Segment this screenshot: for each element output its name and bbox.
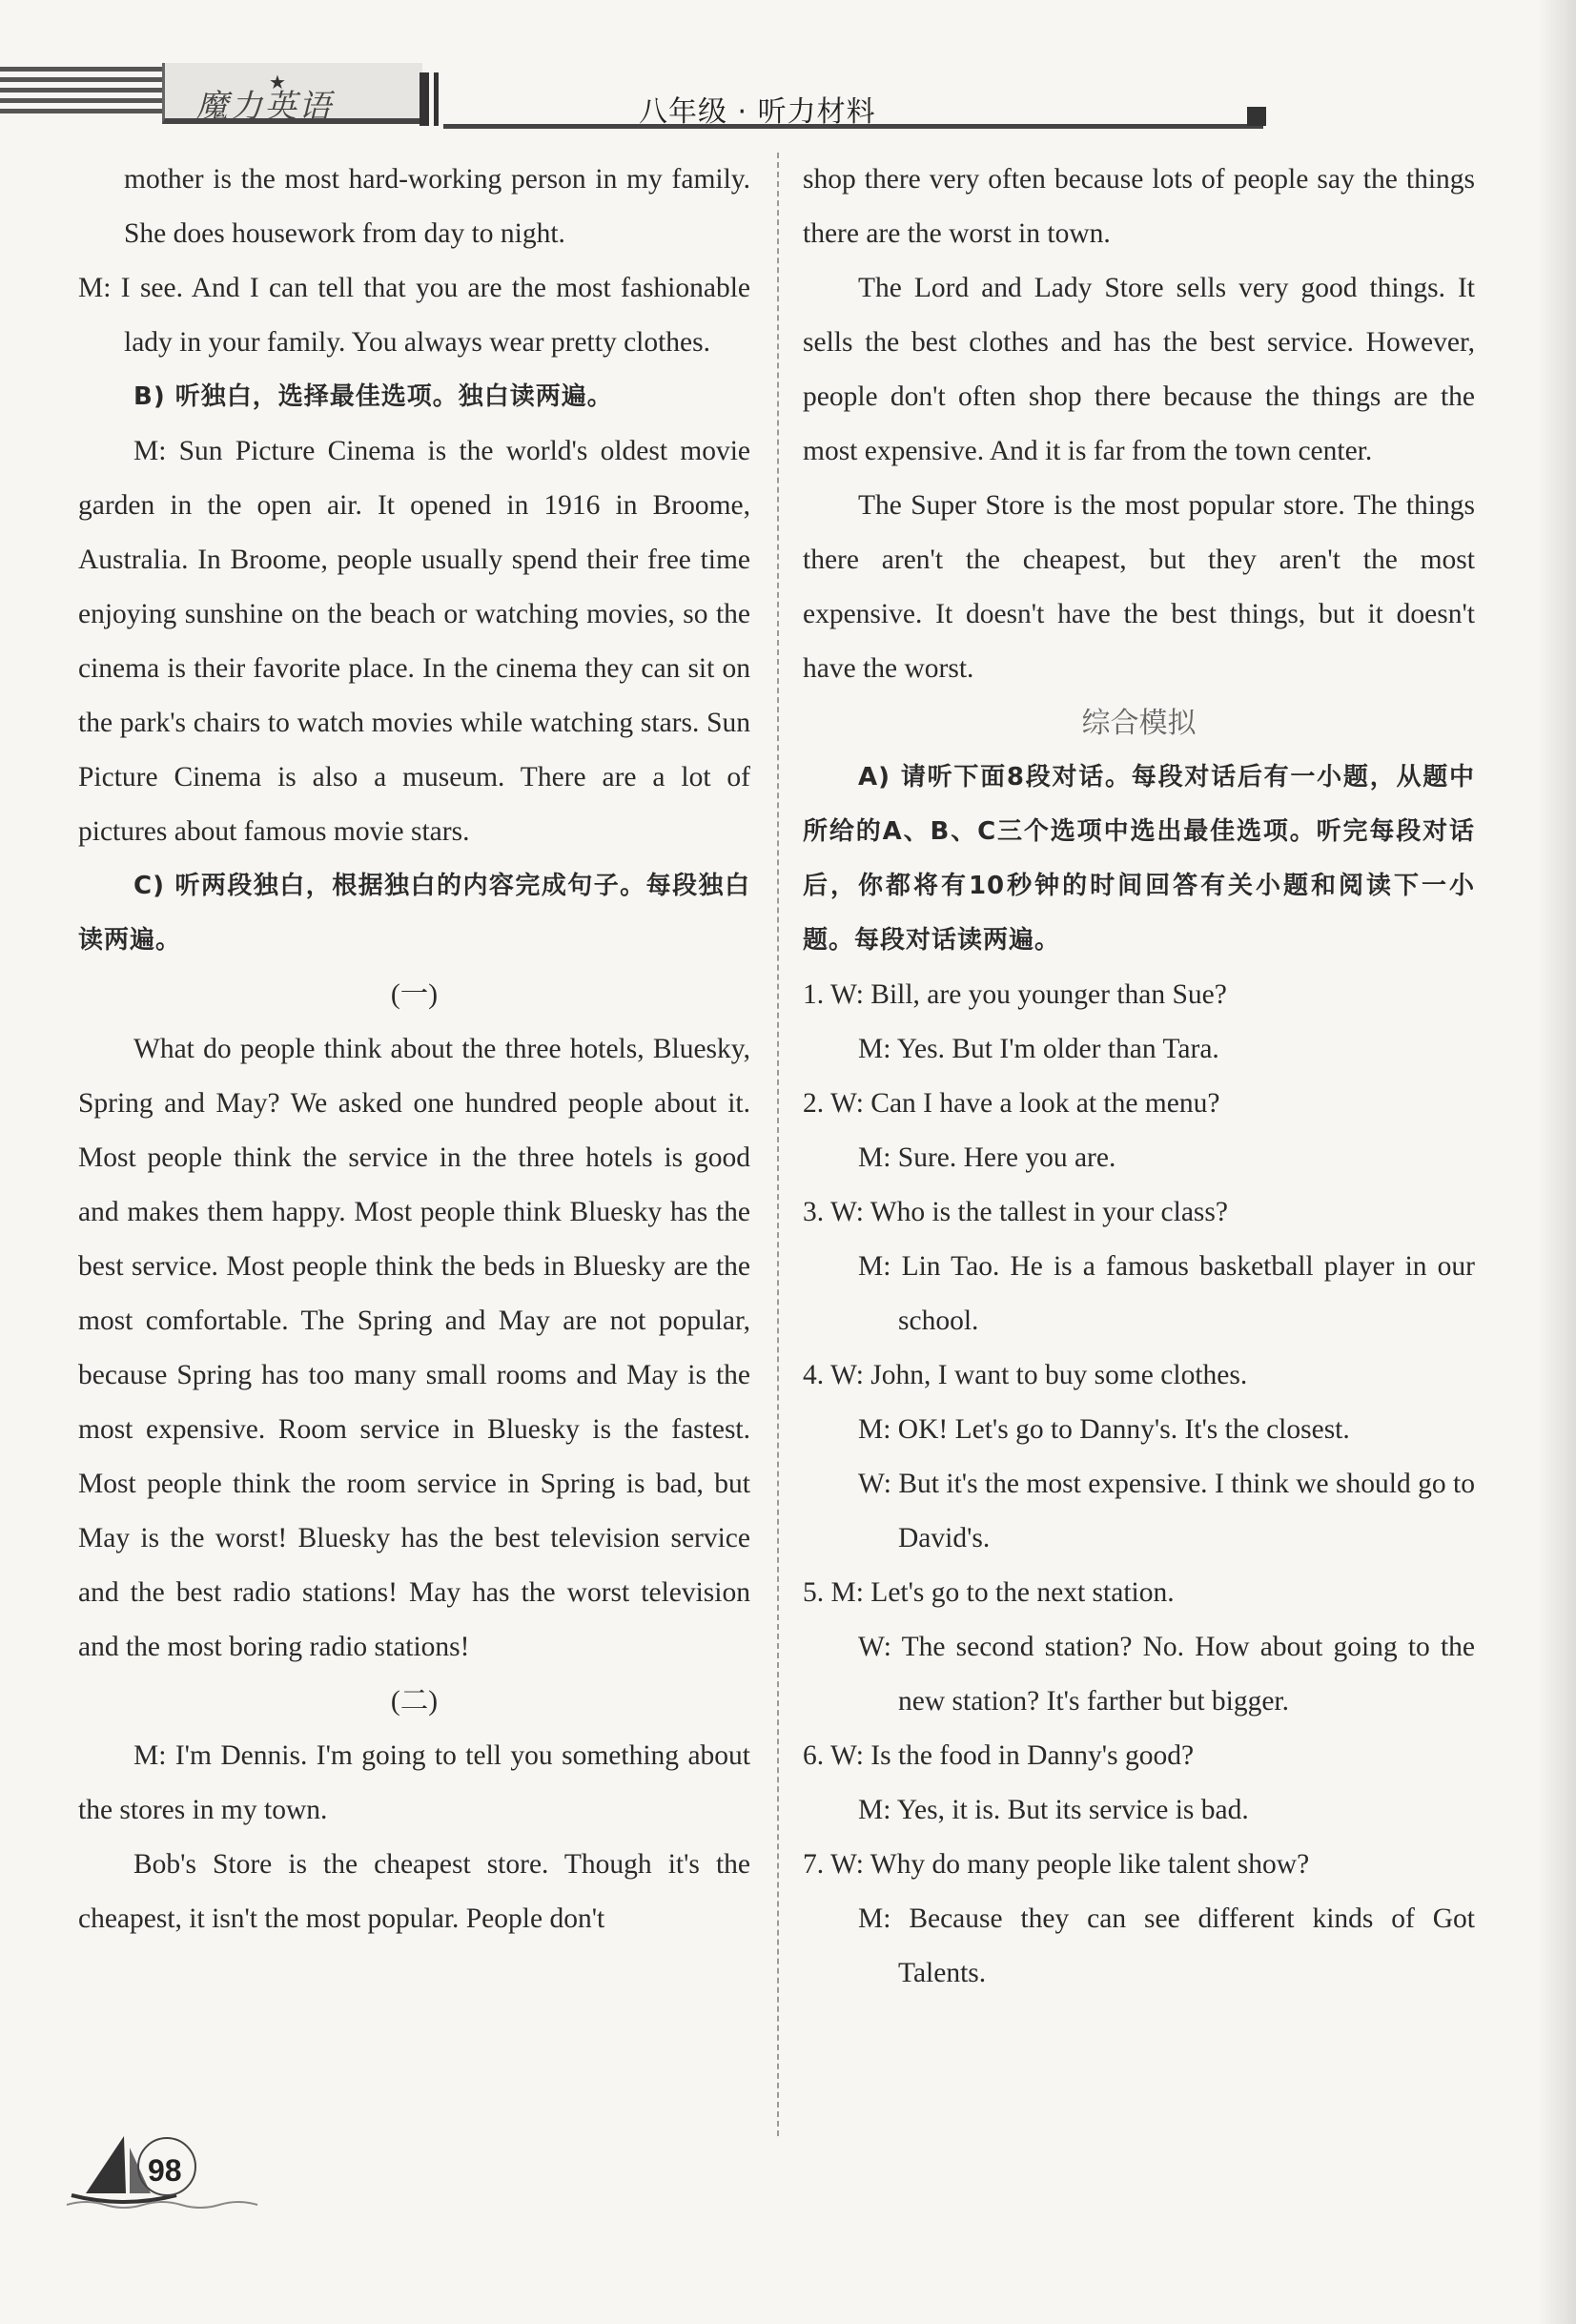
column-divider xyxy=(777,153,779,2136)
right-column xyxy=(803,153,1475,2001)
answer-line: W: The second station? No. How about going to the new station? It's farther but bigger. xyxy=(858,1632,1475,1717)
answer-line: M: Because they can see different kinds of Got Talents. xyxy=(858,1903,1475,1988)
star-icon: ★ xyxy=(269,72,286,93)
page-title: 八年级 · 听力材料 xyxy=(639,95,876,129)
paragraph: shop there very often because lots of people say the things there are the worst in town. xyxy=(803,164,1475,249)
answer-line: W: But it's the most expensive. I think we should go to David's. xyxy=(858,1469,1475,1553)
answer-line: M: Yes. But I'm older than Tara. xyxy=(858,1034,1219,1064)
paragraph: The Super Store is the most popular store. The things there aren't the cheapest, but they aren't the most expensive. It doesn't have the best things, but it doesn't have the worst. xyxy=(803,490,1475,684)
question-line: 2. W: Can I have a look at the menu? xyxy=(803,1088,1220,1119)
answer-line: M: Yes, it is. But its service is bad. xyxy=(858,1795,1249,1825)
left-column xyxy=(78,153,750,1946)
brand-logo: 魔力英语 xyxy=(195,88,333,126)
question-line: 1. W: Bill, are you younger than Sue? xyxy=(803,979,1227,1010)
page-header xyxy=(0,59,1268,135)
paragraph: M: I'm Dennis. I'm going to tell you something about the stores in my town. xyxy=(78,1740,750,1825)
page-footer xyxy=(57,2127,267,2212)
dialogue-line: M: I see. And I can tell that you are the most fashionable lady in your family. You always wear pretty clothes. xyxy=(78,273,750,358)
answer-line: M: Sure. Here you are. xyxy=(858,1142,1116,1173)
header-divider-bar-thin xyxy=(434,72,439,126)
paragraph: mother is the most hard-working person in my family. She does housework from day to night. xyxy=(124,164,750,249)
header-divider-bar xyxy=(420,72,429,126)
page-number: 98 xyxy=(148,2153,182,2188)
subsection-heading: (二) xyxy=(390,1686,439,1717)
header-stripes xyxy=(0,67,167,119)
page-edge-shadow xyxy=(1538,0,1576,2324)
paragraph: What do people think about the three hotels, Bluesky, Spring and May? We asked one hundred people about it. Most people think the service in the three hotels is good and makes them happy. Most people think Bluesky has the best service. Most people think the beds in Bluesky are the most comfortable. The Spring and May are not popular, because Spring has too many small rooms and May is the most expensive. Room service in Bluesky is the fastest. Most people think the room service in Spring is bad, but May is the worst! Bluesky has the best television service and the best radio stations! May has the worst television and the most boring radio stations! xyxy=(78,1034,750,1662)
question-line: 4. W: John, I want to buy some clothes. xyxy=(803,1360,1248,1390)
section-title: 综合模拟 xyxy=(1081,707,1197,740)
subsection-heading: (一) xyxy=(390,979,439,1010)
paragraph: M: Sun Picture Cinema is the world's oldest movie garden in the open air. It opened in 1916 in Broome, Australia. In Broome, people usually spend their free time enjoying sunshine on the beach or watching movies, so the cinema is their favorite place. In the cinema they can sit on the park's chairs to watch movies while watching stars. Sun Picture Cinema is also a museum. There are a lot of pictures about famous movie stars. xyxy=(78,436,750,847)
answer-line: M: Lin Tao. He is a famous basketball player in our school. xyxy=(858,1251,1475,1336)
section-instruction-c: C) 听两段独白，根据独白的内容完成句子。每段独白读两遍。 xyxy=(78,872,750,955)
section-instruction-a: A) 请听下面8段对话。每段对话后有一小题，从题中所给的A、B、C三个选项中选出最佳选项。听完每段对话后，你都将有10秒钟的时间回答有关小题和阅读下一小题。每段对话读两遍。 xyxy=(803,763,1475,955)
section-instruction-b: B) 听独白，选择最佳选项。独白读两遍。 xyxy=(133,382,613,411)
paragraph: The Lord and Lady Store sells very good things. It sells the best clothes and has the best service. However, people don't often shop there because the things are the most expensive. And it is far from the town center. xyxy=(803,273,1475,466)
question-line: 3. W: Who is the tallest in your class? xyxy=(803,1197,1228,1227)
paragraph: Bob's Store is the cheapest store. Though it's the cheapest, it isn't the most popular. People don't xyxy=(78,1849,750,1934)
question-line: 7. W: Why do many people like talent show? xyxy=(803,1849,1310,1880)
header-end-block xyxy=(1247,107,1266,126)
answer-line: M: OK! Let's go to Danny's. It's the closest. xyxy=(858,1414,1350,1445)
question-line: 6. W: Is the food in Danny's good? xyxy=(803,1740,1195,1771)
question-line: 5. M: Let's go to the next station. xyxy=(803,1577,1175,1608)
